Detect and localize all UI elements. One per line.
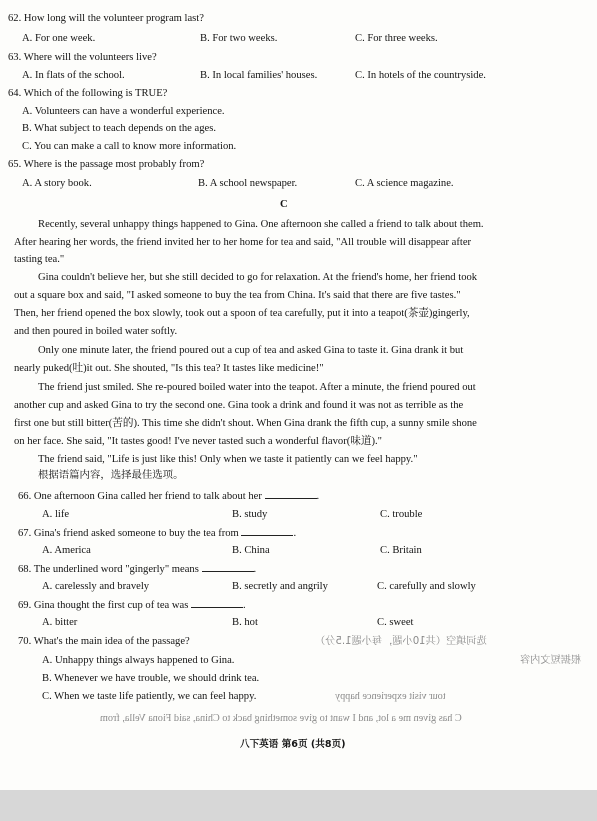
option-64-a: A. Volunteers can have a wonderful experience. xyxy=(22,106,225,117)
instruction-text: 根据语篇内容，选择最佳选项。 xyxy=(38,469,184,481)
question-67 xyxy=(18,526,296,540)
option-63-a: A. In flats of the school. xyxy=(22,70,125,81)
option-65-b: B. A school newspaper. xyxy=(198,178,298,189)
period: . xyxy=(316,491,320,502)
option-68-a: A. carelessly and bravely xyxy=(42,581,150,592)
option-68-c: C. carefully and slowly xyxy=(377,581,476,592)
question-66-text: 66. One afternoon Gina called her friend to talk about her xyxy=(18,491,262,502)
question-62: 62. How long will the volunteer program last? xyxy=(8,13,204,24)
option-70-a: A. Unhappy things always happened to Gina. xyxy=(42,655,235,666)
answer-blank xyxy=(191,598,243,608)
question-70: 70. What's the main idea of the passage? xyxy=(18,636,190,647)
period: . xyxy=(243,600,246,611)
option-70-c: C. When we taste life patiently, we can feel happy. xyxy=(42,691,257,702)
question-64: 64. Which of the following is TRUE? xyxy=(8,88,168,99)
option-62-b: B. For two weeks. xyxy=(200,33,278,44)
option-66-c: C. trouble xyxy=(380,509,423,520)
passage-line-12: first one but still bitter(苦的). This time she didn't shout. When Gina drank the fifth cup, a sunny smile shone xyxy=(14,418,477,429)
passage-line-6: Then, her friend opened the box slowly, took out a spoon of tea carefully, put it into a teapot(茶壶)gingerly, xyxy=(14,308,470,319)
passage-line-10: The friend just smiled. She re-poured boiled water into the teapot. After a minute, the friend poured out xyxy=(38,382,476,393)
passage-line-8: Only one minute later, the friend poured out a cup of tea and asked Gina to taste it. Gina drank it but xyxy=(38,345,464,356)
question-67-text: 67. Gina's friend asked someone to buy the tea from xyxy=(18,528,239,539)
option-65-c: C. A science magazine. xyxy=(355,178,454,189)
answer-blank xyxy=(241,526,293,536)
passage-line-4: Gina couldn't believe her, but she still decided to go for relaxation. At the friend's home, her friend took xyxy=(38,272,478,283)
question-69-text: 69. Gina thought the first cup of tea was xyxy=(18,600,189,611)
question-68-text: 68. The underlined word "gingerly" means xyxy=(18,564,199,575)
option-62-c: C. For three weeks. xyxy=(355,33,438,44)
option-66-a: A. life xyxy=(42,509,70,520)
answer-blank xyxy=(265,489,317,499)
option-64-c: C. You can make a call to know more information. xyxy=(22,141,237,152)
question-63: 63. Where will the volunteers live? xyxy=(8,52,157,63)
passage-line-13: on her face. She said, "It tastes good! I've never tasted such a wonderful flavor(味道)." xyxy=(14,436,382,447)
option-64-b: B. What subject to teach depends on the ages. xyxy=(22,123,216,134)
option-67-c: C. Britain xyxy=(380,545,422,556)
viewer-bottom-bar xyxy=(0,790,597,821)
bleed-through-words: tour visit experience happy xyxy=(335,691,446,702)
option-67-a: A. America xyxy=(42,545,91,556)
passage-line-3: tasting tea." xyxy=(14,254,65,265)
period: . xyxy=(293,528,297,539)
passage-line-14: The friend said, "Life is just like this! Only when we taste it patiently can we feel happy." xyxy=(38,454,418,465)
option-66-b: B. study xyxy=(232,509,268,520)
question-68 xyxy=(18,562,256,576)
passage-line-7: and then poured in boiled water softly. xyxy=(14,326,178,337)
option-62-a: A. For one week. xyxy=(22,33,96,44)
bleed-through-line: C has given me a lot, and I want to give something back to China, said Fiona Vella, from xyxy=(100,713,462,724)
passage-line-11: another cup and asked Gina to try the second one. Gina took a drink and found it was not as terrible as the xyxy=(14,400,464,411)
option-63-c: C. In hotels of the countryside. xyxy=(355,70,486,81)
option-63-b: B. In local families' houses. xyxy=(200,70,318,81)
question-66 xyxy=(18,489,319,503)
option-69-c: C. sweet xyxy=(377,617,414,628)
bleed-through-heading: 选词填空（共10小题，每小题1.5分） xyxy=(315,636,487,647)
section-label: C xyxy=(280,199,288,210)
question-65: 65. Where is the passage most probably from? xyxy=(8,159,205,170)
page-footer: 八下英语 第6页 (共8页) xyxy=(240,739,346,750)
passage-line-1: Recently, several unhappy things happened to Gina. One afternoon she called a friend to talk about them. xyxy=(38,219,484,230)
passage-line-2: After hearing her words, the friend invited her to her home for tea and said, "All trouble will disappear after xyxy=(14,237,472,248)
option-69-b: B. hot xyxy=(232,617,258,628)
bleed-through-note: 根据短文内容 xyxy=(520,655,582,666)
option-69-a: A. bitter xyxy=(42,617,78,628)
option-70-b: B. Whenever we have trouble, we should drink tea. xyxy=(42,673,260,684)
answer-blank xyxy=(202,562,254,572)
passage-line-5: out a square box and said, "I asked someone to buy the tea from China. It's said that there are five tastes." xyxy=(14,290,461,301)
option-68-b: B. secretly and angrily xyxy=(232,581,328,592)
period: . xyxy=(253,564,257,575)
question-69 xyxy=(18,598,246,612)
passage-line-9: nearly puked(吐)it out. She shouted, "Is this tea? It tastes like medicine!" xyxy=(14,363,324,374)
option-65-a: A. A story book. xyxy=(22,178,92,189)
option-67-b: B. China xyxy=(232,545,270,556)
